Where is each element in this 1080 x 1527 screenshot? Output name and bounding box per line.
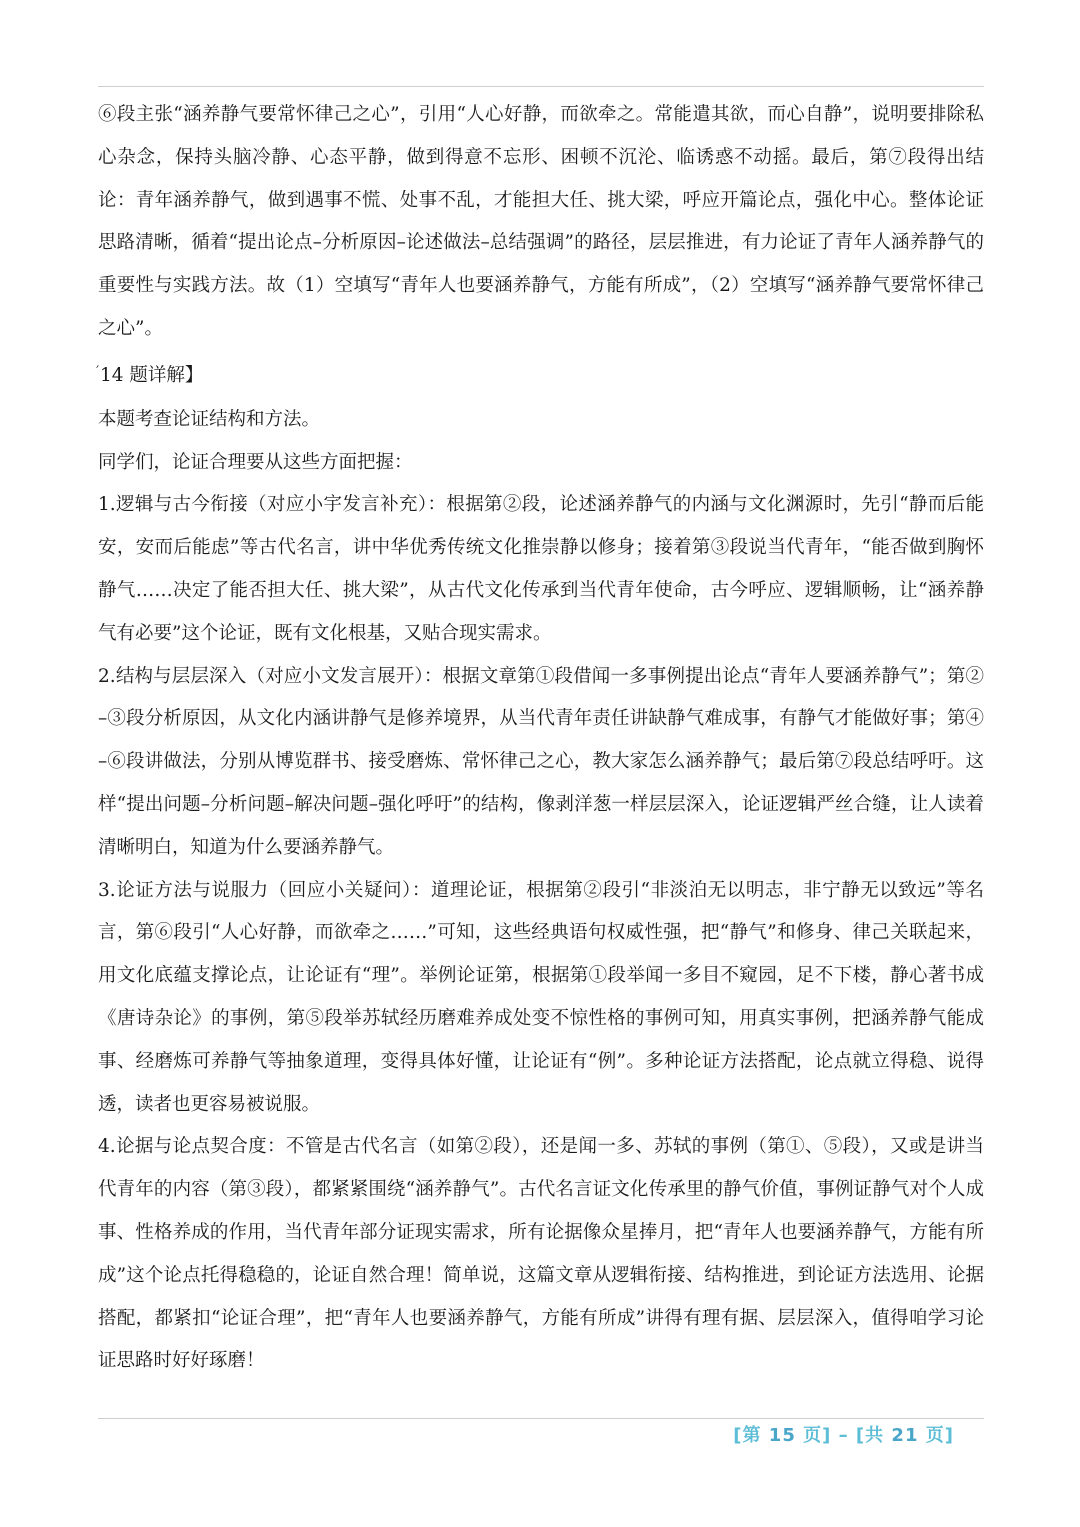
footer-rule [98, 1418, 984, 1419]
paragraph-point-4: 4.论据与论点契合度：不管是古代名言（如第②段），还是闻一多、苏轼的事例（第①、⑤段），又或是讲当代青年的内容（第③段），都紧紧围绕“涵养静气”。古代名言证文化传承里的静气价值，事例证静气对个人成事、性格养成的作用，当代青年部分证现实需求，所有论据像众星捧月，把“青年人也要涵养静气，方能有所成”这个论点托得稳稳的，论证自然合理！简单说，这篇文章从逻辑衔接、结构推进，到论证方法选用、论据搭配，都紧扣“论证合理”，把“青年人也要涵养静气，方能有所成”讲得有理有据、层层深入，值得咱学习论证思路时好好琢磨！ [98, 1136, 984, 1372]
paragraph-point-2: 2.结构与层层深入（对应小文发言展开）：根据文章第①段借闻一多事例提出论点“青年人要涵养静气”；第②–③段分析原因，从文化内涵讲静气是修养境界，从当代青年责任讲缺静气难成事，有静气才能做好事；第④–⑥段讲做法，分别从博览群书、接受磨炼、常怀律己之心，教大家怎么涵养静气；最后第⑦段总结呼吁。这样“提出问题–分析问题–解决问题–强化呼吁”的结构，像剥洋葱一样层层深入，论证逻辑严丝合缝，让人读着清晰明白，知道为什么要涵养静气。 [98, 665, 984, 858]
current-page-number: 15 [768, 1425, 796, 1446]
paragraph-point-3: 3.论证方法与说服力（回应小关疑问）：道理论证，根据第②段引“非淡泊无以明志，非宁静无以致远”等名言，第⑥段引“人心好静，而欲牵之……”可知，这些经典语句权威性强，把“静气”和修身、律己关联起来，用文化底蕴支撑论点，让论证有“理”。举例论证第，根据第①段举闻一多目不窥园，足不下楼，静心著书成《唐诗杂论》的事例，第⑤段举苏轼经历磨难养成处变不惊性格的事例可知，用真实事例，把涵养静气能成事、经磨炼可养静气等抽象道理，变得具体好懂，让论证有“例”。多种论证方法搭配，论点就立得稳、说得透，读者也更容易被说服。 [98, 879, 984, 1115]
page-label-open: [第 [733, 1425, 762, 1446]
page-label-close: 页] [925, 1425, 954, 1446]
section-heading-mark: ′ [96, 363, 100, 380]
page-label-mid: 页] – [共 [803, 1425, 885, 1446]
paragraph-lead: 同学们，论证合理要从这些方面把握： [98, 451, 413, 473]
total-page-number: 21 [891, 1425, 919, 1446]
document-body [98, 94, 984, 1383]
section-heading-title: 14 题详解】 [100, 364, 204, 386]
page-indicator [733, 1421, 954, 1447]
paragraph-continuation: ⑥段主张“涵养静气要常怀律己之心”，引用“人心好静，而欲牵之。常能遣其欲，而心自静”，说明要排除私心杂念，保持头脑冷静、心态平静，做到得意不忘形、困顿不沉沦、临诱惑不动摇。最后，第⑦段得出结论：青年涵养静气，做到遇事不慌、处事不乱，才能担大任、挑大梁，呼应开篇论点，强化中心。整体论证思路清晰，循着“提出论点–分析原因–论述做法–总结强调”的路径，层层推进，有力论证了青年人涵养静气的重要性与实践方法。故（1）空填写“青年人也要涵养静气，方能有所成”，（2）空填写“涵养静气要常怀律己之心”。 [98, 104, 984, 339]
header-rule [98, 86, 984, 87]
paragraph-point-1: 1.逻辑与古今衔接（对应小宇发言补充）：根据第②段，论述涵养静气的内涵与文化渊源时，先引“静而后能安，安而后能虑”等古代名言，讲中华优秀传统文化推崇静以修身；接着第③段说当代青年，“能否做到胸怀静气……决定了能否担大任、挑大梁”，从古代文化传承到当代青年使命，古今呼应、逻辑顺畅，让“涵养静气有必要”这个论证，既有文化根基，又贴合现实需求。 [98, 494, 984, 644]
section-heading [98, 361, 984, 391]
paragraph-intro: 本题考查论证结构和方法。 [98, 408, 321, 430]
